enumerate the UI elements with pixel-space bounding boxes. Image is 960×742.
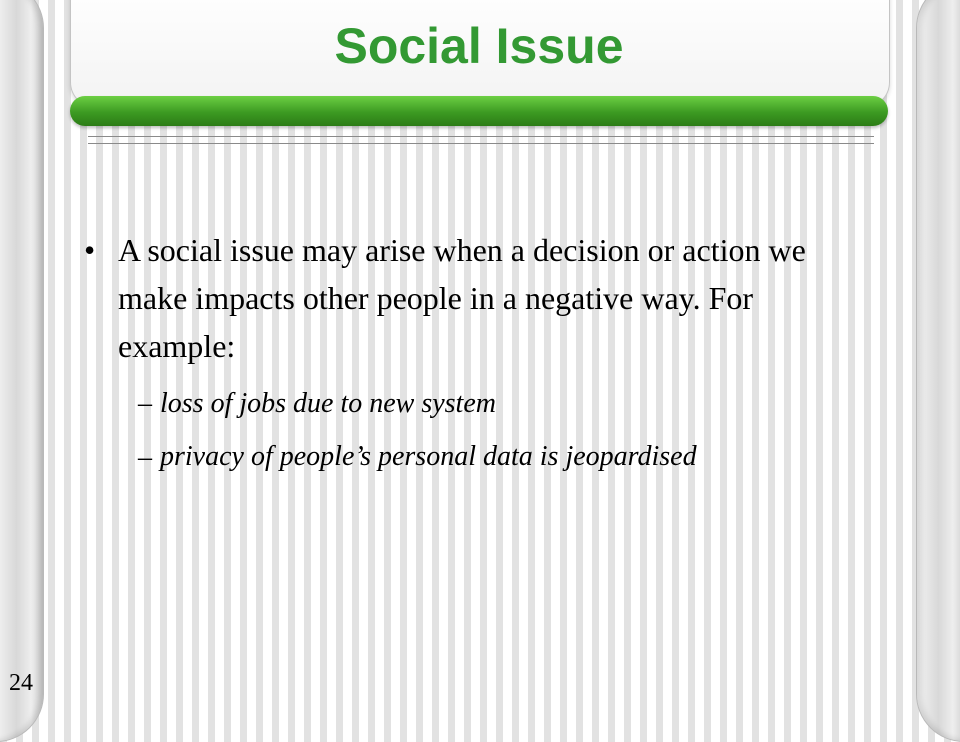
slide-title: Social Issue xyxy=(334,18,624,74)
bullet-marker: • xyxy=(84,232,96,268)
main-bullet-text: A social issue may arise when a decision or action we make impacts other people in a negative way. For example: xyxy=(118,232,806,364)
right-decorative-column xyxy=(916,0,960,742)
sub-bullet-text: privacy of people’s personal data is jeopardised xyxy=(160,441,697,472)
left-decorative-column xyxy=(0,0,44,742)
double-rule-divider xyxy=(88,136,874,144)
dash-marker: – xyxy=(138,388,152,419)
dash-marker: – xyxy=(138,442,152,473)
title-underline-bar xyxy=(70,96,888,126)
sub-bullet-list xyxy=(138,380,874,482)
sub-bullet-text: loss of jobs due to new system xyxy=(160,388,496,419)
sub-bullet-item xyxy=(138,380,874,428)
slide-page-number: 24 xyxy=(9,670,33,696)
sub-bullet-item xyxy=(138,434,874,482)
main-bullet xyxy=(84,226,874,370)
slide-body xyxy=(84,226,874,488)
